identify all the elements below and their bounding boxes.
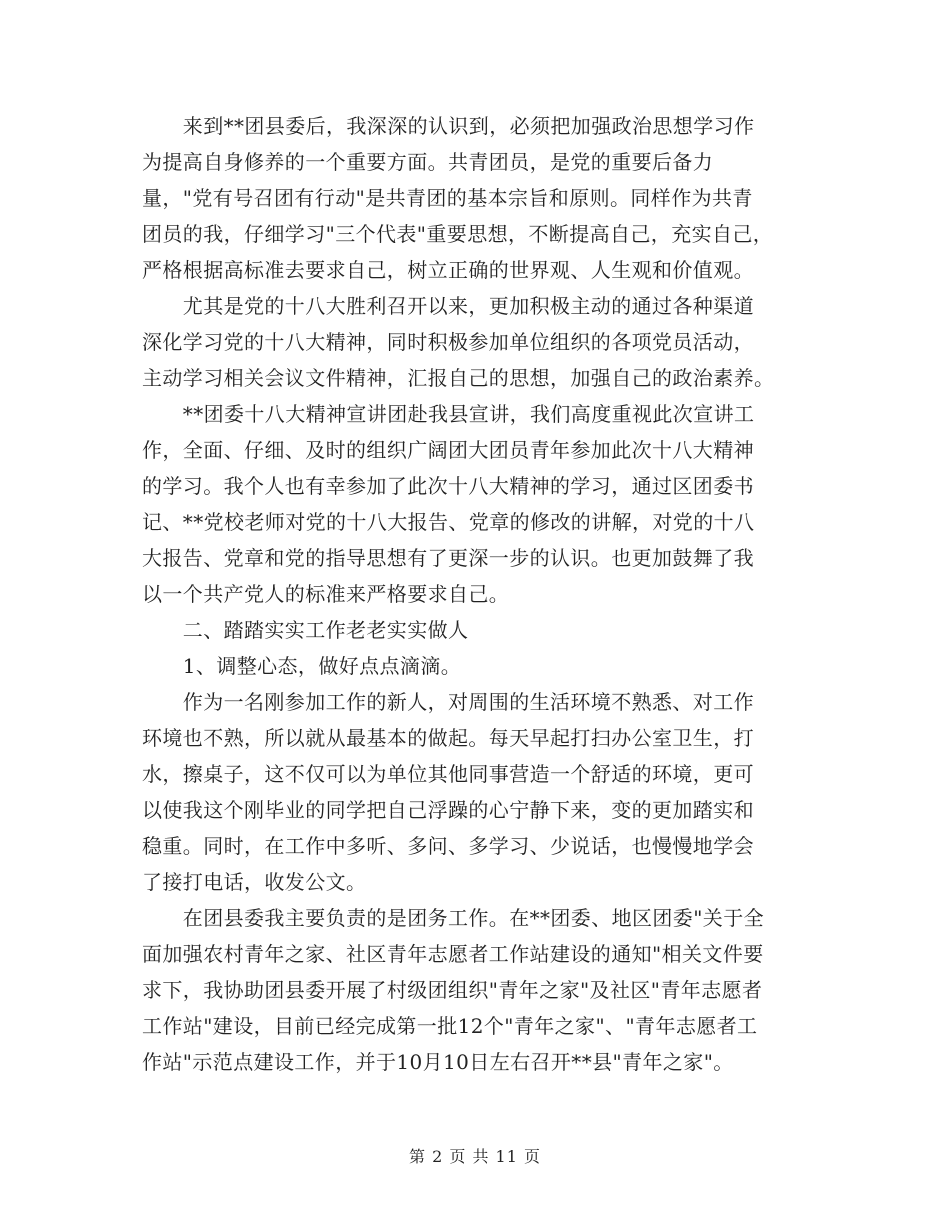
- text-line: 量，"党有号召团有行动"是共青团的基本宗旨和原则。同样作为共青: [142, 186, 753, 210]
- text-line: 严格根据高标准去要求自己，树立正确的世界观、人生观和价值观。: [142, 258, 754, 282]
- text-line: 的学习。我个人也有幸参加了此次十八大精神的学习，通过区团委书: [142, 474, 754, 498]
- text-line: 深化学习党的十八大精神，同时积极参加单位组织的各项党员活动，: [142, 330, 754, 354]
- text-line: 大报告、党章和党的指导思想有了更深一步的认识。也更加鼓舞了我: [142, 546, 754, 570]
- text-line: 来到**团县委后，我深深的认识到，必须把加强政治思想学习作: [142, 114, 755, 138]
- text-line: 以一个共产党人的标准来严格要求自己。: [142, 582, 510, 606]
- text-line: 为提高自身修养的一个重要方面。共青团员，是党的重要后备力: [142, 150, 714, 174]
- document-body: [142, 108, 822, 1080]
- text-line: 作，全面、仔细、及时的组织广阔团大团员青年参加此次十八大精神: [142, 438, 754, 462]
- text-line: 团员的我，仔细学习"三个代表"重要思想，不断提高自己，充实自己，: [142, 222, 774, 246]
- text-line: 环境也不熟，所以就从最基本的做起。每天早起打扫办公室卫生，打: [142, 726, 754, 750]
- text-line: 作为一名刚参加工作的新人，对周围的生活环境不熟悉、对工作: [142, 690, 754, 714]
- text-line: 在团县委我主要负责的是团务工作。在**团委、地区团委"关于全: [142, 906, 764, 930]
- subsection-heading: 1、调整心态，做好点点滴滴。: [142, 654, 462, 678]
- text-line: 尤其是党的十八大胜利召开以来，更加积极主动的通过各种渠道: [142, 294, 754, 318]
- text-line: 以使我这个刚毕业的同学把自己浮躁的心宁静下来，变的更加踏实和: [142, 798, 754, 822]
- text-line: 了接打电话，收发公文。: [142, 870, 367, 894]
- text-line: 主动学习相关会议文件精神，汇报自己的思想，加强自己的政治素养。: [142, 366, 775, 390]
- section-heading: 二、踏踏实实工作老老实实做人: [142, 618, 469, 642]
- page-number-footer: 第 2 页 共 11 页: [409, 1147, 541, 1166]
- text-line: 作站"示范点建设工作，并于10月10日左右召开**县"青年之家"。: [142, 1050, 734, 1074]
- text-line: 求下，我协助团县委开展了村级团组织"青年之家"及社区"青年志愿者: [142, 978, 763, 1002]
- text-line: 记、**党校老师对党的十八大报告、党章的修改的讲解，对党的十八: [142, 510, 755, 534]
- text-line: 水，擦桌子，这不仅可以为单位其他同事营造一个舒适的环境，更可: [142, 762, 754, 786]
- text-line: 稳重。同时，在工作中多听、多问、多学习、少说话，也慢慢地学会: [142, 834, 754, 858]
- text-line: 工作站"建设，目前已经完成第一批12个"青年之家"、"青年志愿者工: [142, 1014, 758, 1038]
- text-line: **团委十八大精神宣讲团赴我县宣讲，我们高度重视此次宣讲工: [142, 402, 755, 426]
- text-line: 面加强农村青年之家、社区青年志愿者工作站建设的通知"相关文件要: [142, 942, 764, 966]
